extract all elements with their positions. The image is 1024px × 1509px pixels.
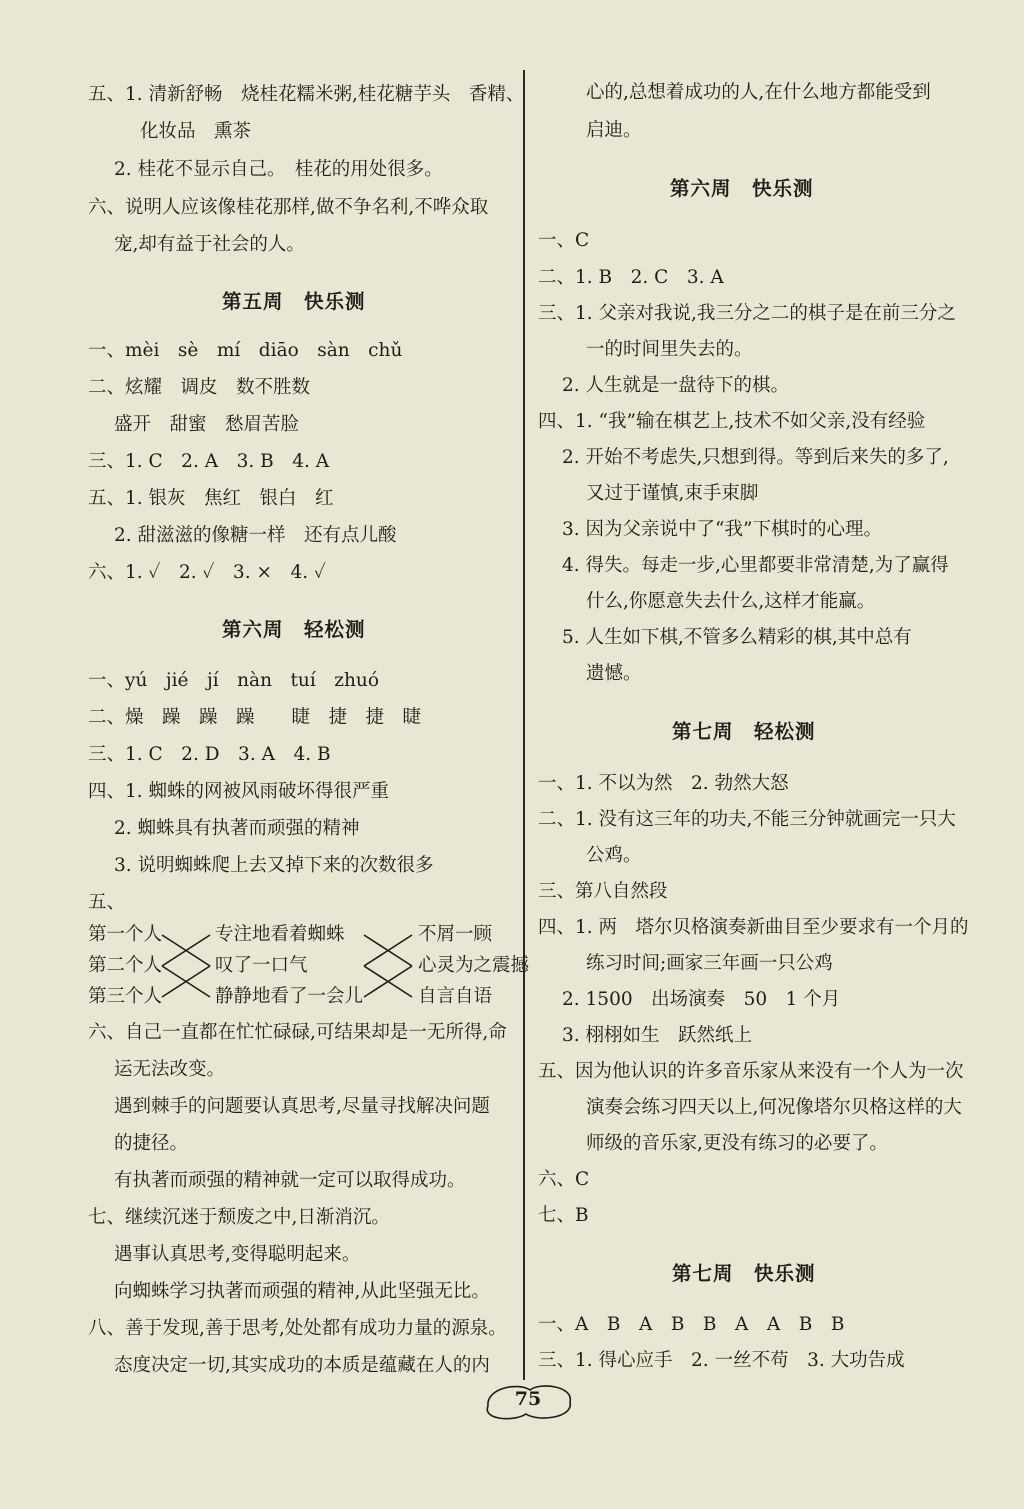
answer-line: 四、1. 两 塔尔贝格演奏新曲目至少要求有一个月的 (538, 917, 969, 938)
answer-line: 3. 因为父亲说中了“我”下棋时的心理。 (562, 519, 882, 540)
answer-line: 练习时间;画家三年画一只公鸡 (586, 953, 833, 974)
match-person: 第三个人 (88, 986, 163, 1007)
answer-line: 4. 得失。每走一步,心里都要非常清楚,为了赢得 (562, 555, 949, 576)
answer-line: 三、1. 得心应手 2. 一丝不苟 3. 大功告成 (538, 1350, 905, 1371)
answer-line: 演奏会练习四天以上,何况像塔尔贝格这样的大 (586, 1097, 962, 1118)
answer-line: 师级的音乐家,更没有练习的必要了。 (586, 1133, 888, 1154)
answer-line: 五、1. 银灰 焦红 银白 红 (88, 488, 334, 509)
answer-line: 什么,你愿意失去什么,这样才能赢。 (586, 591, 876, 612)
answer-line: 2. 1500 出场演奏 50 1 个月 (562, 989, 841, 1010)
answer-line: 二、燥 躁 躁 躁 睫 捷 捷 睫 (88, 707, 422, 728)
page-number-badge (478, 1376, 578, 1424)
answer-line: 的捷径。 (114, 1133, 189, 1154)
answer-line: 2. 开始不考虑失,只想到得。等到后来失的多了, (562, 447, 949, 468)
answer-line: 心的,总想着成功的人,在什么地方都能受到 (586, 82, 931, 103)
match-lines (88, 922, 528, 1010)
answer-line: 遇事认真思考,变得聪明起来。 (114, 1244, 361, 1265)
answer-line: 三、1. 父亲对我说,我三分之二的棋子是在前三分之 (538, 303, 956, 324)
answer-line: 三、1. C 2. A 3. B 4. A (88, 451, 330, 472)
answer-line: 运无法改变。 (114, 1059, 226, 1080)
answer-line: 六、自己一直都在忙忙碌碌,可结果却是一无所得,命 (88, 1022, 507, 1043)
answer-line: 3. 说明蜘蛛爬上去又掉下来的次数很多 (114, 855, 434, 876)
match-action: 静静地看了一会儿 (215, 986, 364, 1007)
match-attitude: 自言自语 (418, 986, 493, 1007)
answer-line: 2. 桂花不显示自己。 桂花的用处很多。 (114, 159, 443, 180)
match-action: 叹了一口气 (215, 955, 308, 976)
answer-line: 七、继续沉迷于颓废之中,日渐消沉。 (88, 1207, 390, 1228)
match-attitude: 心灵为之震撼 (418, 955, 530, 976)
answer-line: 向蜘蛛学习执著而顽强的精神,从此坚强无比。 (114, 1281, 490, 1302)
answer-line: 遇到棘手的问题要认真思考,尽量寻找解决问题 (114, 1096, 490, 1117)
answer-line: 二、1. B 2. C 3. A (538, 267, 724, 288)
answer-line: 2. 甜滋滋的像糖一样 还有点儿酸 (114, 525, 397, 546)
answer-line: 一、C (538, 230, 590, 251)
answer-line: 一、A B A B B A A B B (538, 1314, 845, 1335)
section-heading: 第六周 轻松测 (222, 618, 366, 641)
answer-line: 三、第八自然段 (538, 881, 668, 902)
section-heading: 第七周 快乐测 (672, 1262, 816, 1285)
answer-line: 有执著而顽强的精神就一定可以取得成功。 (114, 1170, 466, 1191)
answer-line: 五、因为他认识的许多音乐家从来没有一个人为一次 (538, 1061, 964, 1082)
answer-line: 盛开 甜蜜 愁眉苦脸 (114, 414, 300, 435)
answer-line: 2. 蜘蛛具有执著而顽强的精神 (114, 818, 360, 839)
answer-line: 3. 栩栩如生 跃然纸上 (562, 1025, 753, 1046)
answer-line: 2. 人生就是一盘待下的棋。 (562, 375, 790, 396)
answer-line: 六、1. ✓ 2. ✓ 3. × 4. ✓ (88, 562, 326, 583)
answer-line: 遗憾。 (586, 663, 642, 684)
answer-line: 宠,却有益于社会的人。 (114, 234, 305, 255)
section-heading: 第七周 轻松测 (672, 720, 816, 743)
answer-line: 三、1. C 2. D 3. A 4. B (88, 744, 331, 765)
answer-line: 五、 (88, 892, 126, 913)
section-heading: 第五周 快乐测 (222, 290, 366, 313)
match-person: 第一个人 (88, 924, 163, 945)
answer-line: 一、yú jié jí nàn tuí zhuó (88, 670, 379, 691)
answer-line: 公鸡。 (586, 845, 642, 866)
match-attitude: 不屑一顾 (418, 924, 493, 945)
page-number: 75 (514, 1388, 542, 1410)
section-heading: 第六周 快乐测 (670, 177, 814, 200)
answer-line: 态度决定一切,其实成功的本质是蕴藏在人的内 (114, 1355, 490, 1376)
answer-line: 七、B (538, 1205, 589, 1226)
answer-line: 五、1. 清新舒畅 烧桂花糯米粥,桂花糖芋头 香精、 (88, 84, 525, 105)
answer-line: 二、炫耀 调皮 数不胜数 (88, 377, 311, 398)
match-person: 第二个人 (88, 955, 163, 976)
answer-line: 一的时间里失去的。 (586, 339, 753, 360)
answer-line: 六、C (538, 1169, 590, 1190)
column-divider (523, 70, 525, 1380)
matching-diagram (88, 922, 528, 1010)
match-action: 专注地看着蜘蛛 (215, 924, 345, 945)
answer-line: 化妆品 熏茶 (140, 121, 252, 142)
answer-line: 八、善于发现,善于思考,处处都有成功力量的源泉。 (88, 1318, 507, 1339)
answer-line: 六、说明人应该像桂花那样,做不争名利,不哗众取 (88, 197, 489, 218)
answer-line: 一、mèi sè mí diāo sàn chǔ (88, 340, 403, 361)
answer-line: 一、1. 不以为然 2. 勃然大怒 (538, 773, 789, 794)
answer-line: 二、1. 没有这三年的功夫,不能三分钟就画完一只大 (538, 809, 956, 830)
answer-line: 四、1. 蜘蛛的网被风雨破坏得很严重 (88, 781, 390, 802)
answer-line: 启迪。 (586, 120, 642, 141)
answer-line: 5. 人生如下棋,不管多么精彩的棋,其中总有 (562, 627, 912, 648)
answer-line: 四、1. “我”输在棋艺上,技术不如父亲,没有经验 (538, 411, 926, 432)
answer-line: 又过于谨慎,束手束脚 (586, 483, 759, 504)
